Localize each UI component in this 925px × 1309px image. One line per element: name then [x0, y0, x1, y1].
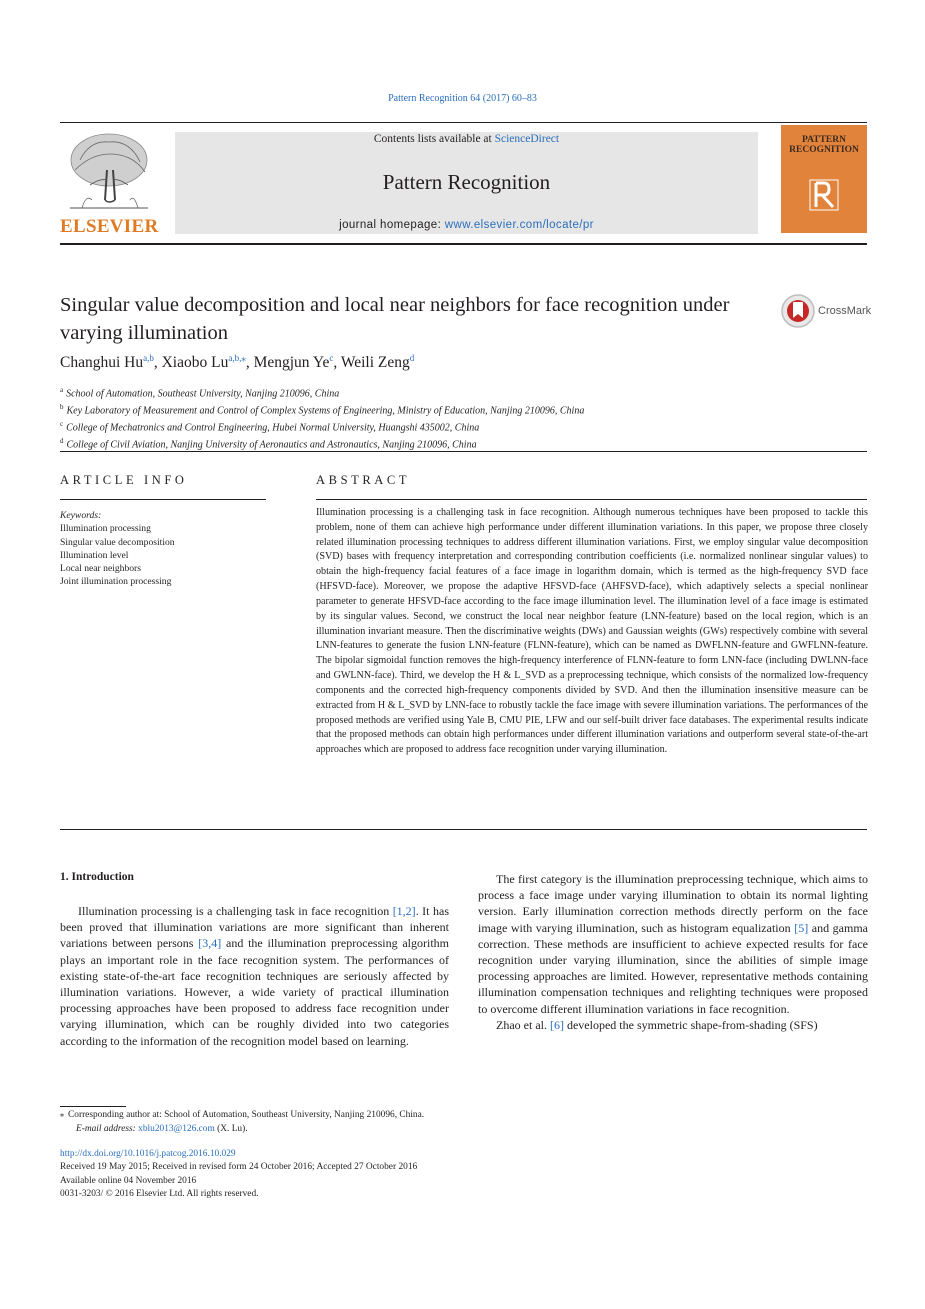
author-list	[60, 353, 414, 372]
author-affiliation-marker[interactable]: a,b,⁎	[228, 353, 246, 363]
footnote-rule	[60, 1106, 126, 1107]
footnote-star: ⁎	[60, 1110, 64, 1119]
affiliation-text: Key Laboratory of Measurement and Control of Complex Systems of Engineering, Ministry of Education, Nanjing 210096, China	[66, 405, 585, 417]
body-text: developed the symmetric shape-from-shading (SFS)	[563, 1017, 818, 1032]
footnotes	[60, 1108, 424, 1136]
author-name: Mengjun Ye	[253, 354, 330, 372]
keyword-item: Singular value decomposition	[60, 536, 175, 548]
citation-link[interactable]: [3,4]	[198, 936, 222, 951]
paragraph	[478, 871, 868, 1017]
body-text: and the illumination preprocessing algorithm plays an important role in the face recognition system. The performances of existing state-of-the-art face recognition techniques are seriously affected by illumination variations. However, a wide variety of practical illumination processing approaches have been proposed to address face recognition under varying illumination, which can be roughly divided into two categories according to the information of the recognition model based on learning.	[60, 936, 450, 1048]
affiliation-item	[60, 435, 584, 452]
article-info-rule	[60, 499, 266, 500]
journal-citation[interactable]: Pattern Recognition 64 (2017) 60–83	[388, 93, 537, 104]
email-suffix: (X. Lu).	[217, 1123, 248, 1134]
abstract-bottom-rule	[60, 829, 867, 830]
author-affiliation-marker[interactable]: d	[409, 353, 415, 363]
article-title: Singular value decomposition and local near neighbors for face recognition under varying illumination	[60, 294, 730, 344]
cover-title-line-1: PATTERN	[802, 135, 846, 145]
keyword-item: Illumination processing	[60, 523, 151, 535]
available-online: Available online 04 November 2016	[60, 1175, 197, 1186]
author-separator: ,	[333, 354, 341, 372]
affiliation-text: School of Automation, Southeast University, Nanjing 210096, China	[66, 388, 340, 400]
crossmark-label: CrossMark	[818, 305, 872, 317]
affiliation-key: a	[60, 386, 64, 394]
author-affiliation-marker[interactable]: a,b	[143, 353, 154, 363]
email-label: E-mail address:	[76, 1123, 136, 1134]
doi-link[interactable]: http://dx.doi.org/10.1016/j.patcog.2016.10.029	[60, 1149, 236, 1159]
header-rule-top	[60, 122, 867, 123]
affiliation-text: College of Mechatronics and Control Engineering, Hubei Normal University, Huangshi 435002, China	[66, 422, 480, 434]
keywords-items	[60, 522, 175, 588]
keyword-item: Illumination level	[60, 549, 129, 561]
abstract-heading: ABSTRACT	[316, 473, 411, 487]
homepage-label: journal homepage:	[339, 219, 445, 231]
received-dates: Received 19 May 2015; Received in revised form 24 October 2016; Accepted 27 October 2016	[60, 1162, 418, 1173]
keyword-item: Local near neighbors	[60, 563, 141, 575]
author-separator: ,	[153, 354, 162, 372]
contents-prefix: Contents lists available at	[373, 133, 495, 145]
citation-link[interactable]: [1,2]	[392, 904, 416, 918]
email-link[interactable]: xblu2013@126.com	[138, 1123, 215, 1134]
journal-cover[interactable]	[781, 125, 867, 233]
corresponding-author-note	[60, 1108, 424, 1123]
author-affiliation-marker[interactable]: c	[329, 353, 334, 363]
journal-homepage	[175, 219, 758, 231]
crossmark-badge[interactable]	[780, 293, 870, 329]
citation-link[interactable]: [6]	[549, 1017, 564, 1032]
crossmark-icon	[780, 293, 816, 329]
copyright-line: 0031-3203/ © 2016 Elsevier Ltd. All rights reserved.	[60, 1188, 259, 1199]
email-note	[60, 1123, 424, 1137]
author-name: Xiaobo Lu	[161, 354, 229, 372]
paragraph	[60, 903, 449, 1049]
title-rule	[60, 451, 867, 452]
affiliation-key: c	[60, 419, 64, 428]
contents-line	[175, 133, 758, 145]
elsevier-tree-icon	[60, 130, 158, 216]
body-text: . It has been proved that illumination variations are more significant than inherent variations between persons	[60, 904, 449, 951]
cover-title	[781, 135, 867, 155]
affiliation-key: d	[60, 436, 64, 445]
cover-title-line-2: RECOGNITION	[789, 145, 859, 155]
body-text: and gamma correction. These methods are insufficient to achieve expected results for face recognition under varying illumination, since the abilities of simple image processing approaches are limited. However, representative methods containing illumination compensation techniques and relighting techniques were proposed to overcome different illumination variations in face recognition.	[478, 920, 868, 1016]
body-text: Zhao et al.	[496, 1017, 550, 1032]
body-column-left	[60, 903, 449, 1049]
affiliation-text: College of Civil Aviation, Nanjing University of Aeronautics and Astronautics, Nanjing 210096, China	[66, 439, 477, 451]
publication-info	[60, 1148, 417, 1201]
affiliation-list	[60, 384, 584, 452]
author-name: Weili Zeng	[340, 354, 410, 372]
article-info-heading: ARTICLE INFO	[60, 473, 188, 487]
section-heading-introduction: 1. Introduction	[60, 871, 134, 883]
abstract-text: Illumination processing is a challenging task in face recognition. Although numerous techniques have been proposed to tackle this problem, none of them can achieve high performance under different illumination variations. In this paper, we propose three closely related illumination processing techniques to address different illumination variations. First, we employ singular value decomposition (SVD) bases with frequency interpretation and corresponding contribution coefficients (i.e. normalized nonlinear singular values) to obtain the high-frequency facial features of a face image in logarithm domain, which is termed as the high-frequency SVD face (HFSVD-face). Moreover, we propose the adaptive HFSVD-face (AHFSVD-face), which adaptively selects a special nonlinear parameter to generate HFSVD-face according to the face image illumination level. The illumination level of a face image is estimated by its singular values. Second, we construct the local near neighbor feature (LNN-feature) based on the local region, which is an illumination invariant measure. Then the discriminative weights (DWs) and Gaussian weights (GWs) respectively combine with several LNN-features to generate the fusion LNN-feature (FLNN-feature), which can be named as DWFLNN-feature and GWFLNN-feature. The bipolar sigmoidal function removes the high-frequency interference of FLNN-feature to form LNN-face (including DWLNN-face and GWLNN-face). Third, we develop the H & L_SVD as a preprocessing technique, which consists of the normalized low-frequency components and the corrected high-frequency components divided by SVD. And then the illumination insensitive measure can be extracted from H & L_SVD by LNN-face to robustly tackle the face image with severe illumination variations. The performances of the proposed methods are verified using Yale B, CMU PIE, LFW and our self-built driver face databases. The experimental results indicate that the proposed methods can obtain high performances under different illumination variations and outperform several state-of-the-art approaches which are proposed to address face recognition under varying illumination.	[316, 507, 868, 756]
abstract-rule	[316, 499, 867, 500]
corresponding-author-text: Corresponding author at: School of Automation, Southeast University, Nanjing 210096, China.	[68, 1110, 425, 1120]
body-column-right	[478, 871, 868, 1033]
journal-title: Pattern Recognition	[382, 170, 551, 194]
citation-link[interactable]: [5]	[794, 920, 809, 935]
elsevier-wordmark: ELSEVIER	[60, 216, 159, 237]
sciencedirect-link[interactable]: ScienceDirect	[494, 133, 560, 145]
affiliation-item	[60, 401, 584, 418]
homepage-link[interactable]: www.elsevier.com/locate/pr	[444, 219, 594, 231]
elsevier-logo[interactable]	[60, 130, 158, 240]
paragraph	[478, 1017, 868, 1033]
affiliation-key: b	[60, 402, 64, 411]
pr-monogram-icon	[807, 175, 841, 215]
affiliation-item	[60, 418, 584, 435]
keywords-list	[60, 509, 175, 589]
keyword-item: Joint illumination processing	[60, 576, 172, 588]
body-text: Illumination processing is a challenging task in face recognition	[78, 904, 393, 918]
body-text: The first category is the illumination preprocessing technique, which aims to process a face image under varying illumination to obtain its normal lighting version. Early illumination correction methods directly perform on the face image with varying illumination, such as histogram equalization	[478, 872, 868, 935]
author-name: Changhui Hu	[60, 354, 144, 372]
affiliation-item	[60, 384, 584, 401]
author-separator: ,	[245, 354, 254, 372]
keywords-label: Keywords:	[60, 510, 102, 521]
header-rule-bottom	[60, 243, 867, 245]
